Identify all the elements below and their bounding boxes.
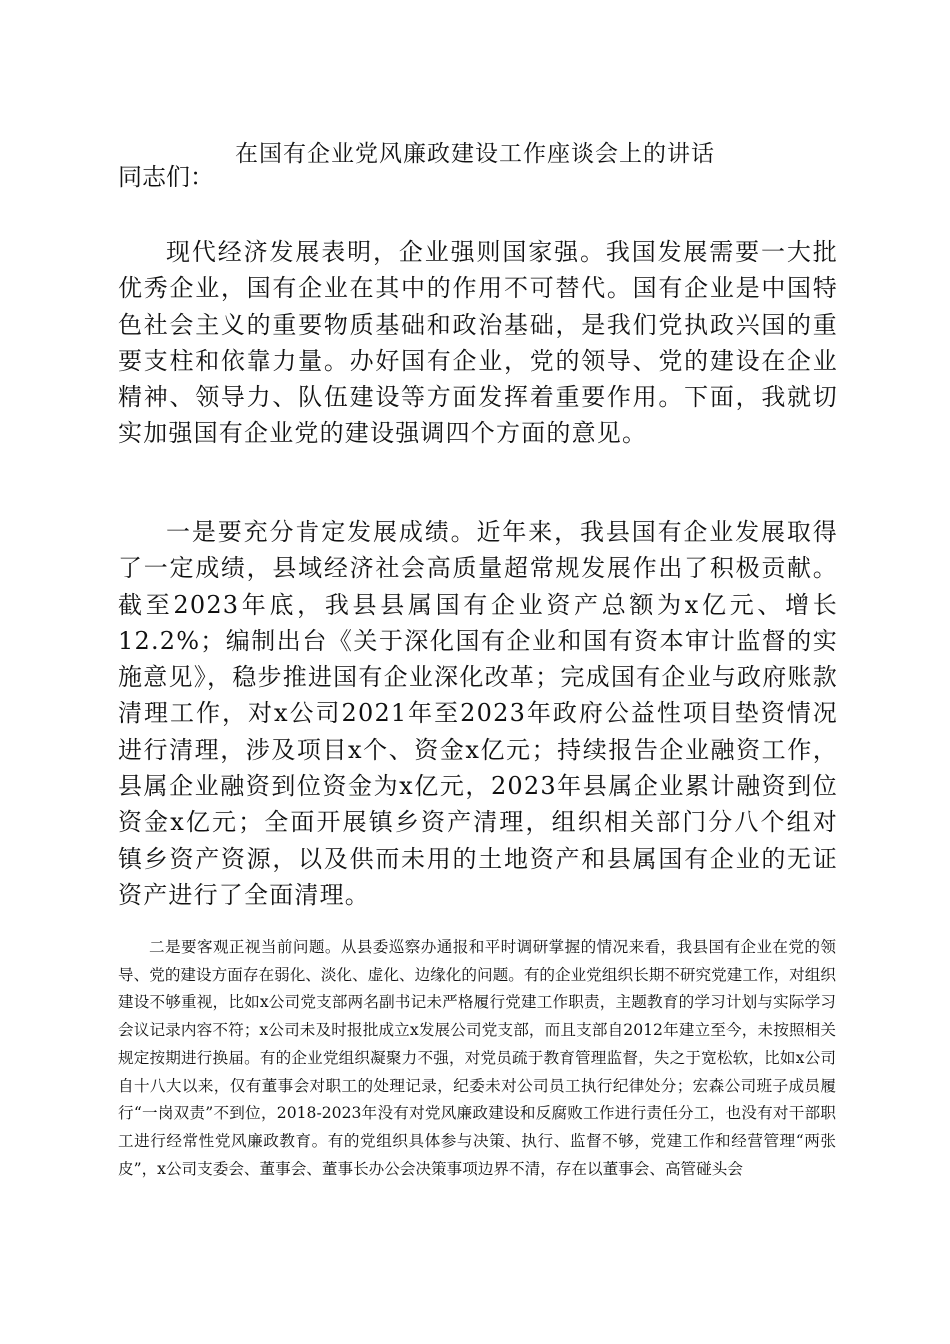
paragraph-problems: 二是要客观正视当前问题。从县委巡察办通报和平时调研掌握的情况来看，我县国有企业在党的领导、党的建设方面存在弱化、淡化、虚化、边缘化的问题。有的企业党组织长期不研究党建工作，对组织建设不够重视，比如x公司党支部两名副书记未严格履行党建工作职责，主题教育的学习计划与实际学习会议记录内容不符；x公司未及时报批成立x发展公司党支部，而且支部自2012年建立至今，未按照相关规定按期进行换届。有的企业党组织凝聚力不强，对党员疏于教育管理监督，失之于宽松软，比如x公司自十八大以来，仅有董事会对职工的处理记录，纪委未对公司员工执行纪律处分；宏森公司班子成员履行“一岗双责”不到位，2018-2023年没有对党风廉政建设和反腐败工作进行责任分工，也没有对干部职工进行经常性党风廉政教育。有的党组织具体参与决策、执行、监督不够，党建工作和经营管理“两张皮”，x公司支委会、董事会、董事长办公会决策事项边界不清，存在以董事会、高管碰头会 — [118, 938, 836, 1178]
salutation: 同志们： — [118, 163, 214, 191]
document-title: 在国有企业党风廉政建设工作座谈会上的讲话 — [235, 141, 715, 167]
paragraph-intro: 现代经济发展表明，企业强则国家强。我国发展需要一大批优秀企业，国有企业在其中的作用不可替代。国有企业是中国特色社会主义的重要物质基础和政治基础，是我们党执政兴国的重要支柱和依靠力量。办好国有企业，党的领导、党的建设在企业精神、领导力、队伍建设等方面发挥着重要作用。下面，我就切实加强国有企业党的建设强调四个方面的意见。 — [118, 238, 838, 448]
paragraph-achievements: 一是要充分肯定发展成绩。近年来，我县国有企业发展取得了一定成绩，县域经济社会高质量超常规发展作出了积极贡献。截至2023年底，我县县属国有企业资产总额为x亿元、增长12.2%；编制出台《关于深化国有企业和国有资本审计监督的实施意见》，稳步推进国有企业深化改革；完成国有企业与政府账款清理工作，对x公司2021年至2023年政府公益性项目垫资情况进行清理，涉及项目x个、资金x亿元；持续报告企业融资工作，县属企业融资到位资金为x亿元，2023年县属企业累计融资到位资金x亿元；全面开展镇乡资产清理，组织相关部门分八个组对镇乡资产资源，以及供而未用的土地资产和县属国有企业的无证资产进行了全面清理。 — [118, 518, 838, 909]
